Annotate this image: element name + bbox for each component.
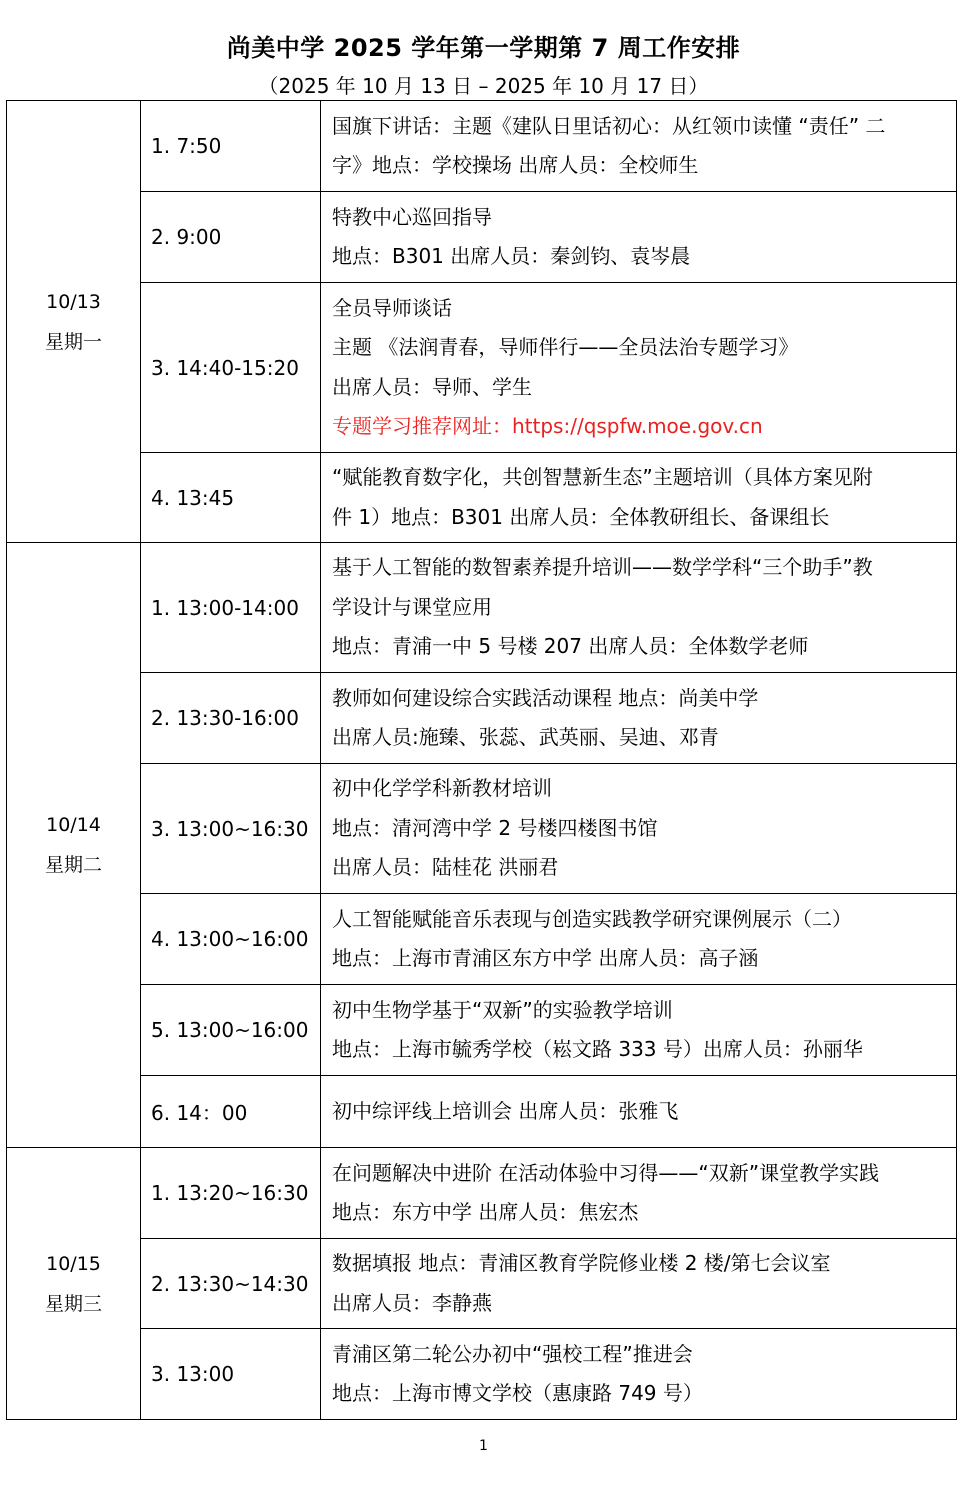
item-time: 2. 9:00 — [141, 192, 321, 283]
description-line: 地点：上海市青浦区东方中学 出席人员：高子涵 — [332, 946, 759, 970]
description-line: 基于人工智能的数智素养提升培训——数学学科“三个助手”教 — [332, 555, 873, 580]
day-date: 10/14 — [46, 814, 101, 836]
item-time: 6. 14：00 — [141, 1076, 321, 1148]
item-description — [321, 283, 957, 453]
recommended-website-link[interactable]: 专题学习推荐网址：https://qspfw.moe.gov.cn — [332, 414, 763, 438]
description-line: 初中综评线上培训会 出席人员：张雅飞 — [332, 1098, 679, 1123]
description-line: 件 1）地点：B301 出席人员：全体教研组长、备课组长 — [332, 504, 830, 529]
day-cell-wednesday — [7, 1148, 141, 1420]
description-line: 初中生物学基于“双新”的实验教学培训 — [332, 997, 673, 1022]
description-line: 教师如何建设综合实践活动课程 地点：尚美中学 — [332, 685, 759, 710]
description-line: 出席人员：陆桂花 洪丽君 — [332, 855, 559, 880]
schedule-row — [7, 192, 957, 283]
schedule-row — [7, 1148, 957, 1239]
item-time: 3. 13:00 — [141, 1329, 321, 1420]
item-time: 3. 14:40-15:20 — [141, 283, 321, 453]
item-time: 1. 13:00-14:00 — [141, 543, 321, 673]
schedule-row — [7, 764, 957, 894]
item-description — [321, 543, 957, 673]
day-cell-monday — [7, 101, 141, 543]
item-time: 2. 13:30-16:00 — [141, 673, 321, 764]
day-weekday: 星期二 — [44, 854, 102, 876]
schedule-row — [7, 101, 957, 192]
item-time: 2. 13:30~14:30 — [141, 1239, 321, 1329]
description-line: 学设计与课堂应用 — [332, 594, 492, 619]
day-date: 10/13 — [46, 290, 101, 313]
description-line: 字》地点：学校操场 出席人员：全校师生 — [332, 153, 699, 177]
description-line: 特教中心巡回指导 — [332, 204, 492, 229]
description-line: 数据填报 地点：青浦区教育学院修业楼 2 楼/第七会议室 — [332, 1251, 831, 1275]
day-cell-tuesday — [7, 543, 141, 1148]
schedule-table — [6, 100, 957, 1420]
schedule-row — [7, 283, 957, 453]
description-line: 青浦区第二轮公办初中“强校工程”推进会 — [332, 1341, 693, 1366]
description-line: 在问题解决中进阶 在活动体验中习得——“双新”课堂教学实践 — [332, 1160, 880, 1185]
description-line: 国旗下讲话：主题《建队日里话初心：从红领巾读懂 “责任” 二 — [332, 113, 886, 138]
description-line: 主题 《法润青春，导师伴行——全员法治专题学习》 — [332, 335, 799, 359]
day-date: 10/15 — [46, 1252, 101, 1275]
item-description — [321, 192, 957, 283]
schedule-row — [7, 543, 957, 673]
schedule-row — [7, 453, 957, 543]
schedule-row — [7, 894, 957, 985]
item-description — [321, 764, 957, 894]
page-number: 1 — [479, 1438, 488, 1454]
day-weekday: 星期三 — [44, 1292, 102, 1315]
item-description — [321, 1329, 957, 1420]
item-time: 5. 13:00~16:00 — [141, 985, 321, 1076]
description-line: 人工智能赋能音乐表现与创造实践教学研究课例展示（二） — [332, 906, 852, 931]
description-line: 全员导师谈话 — [332, 295, 452, 320]
description-line: 出席人员：李静燕 — [332, 1290, 492, 1315]
item-description — [321, 453, 957, 543]
description-line: 地点：青浦一中 5 号楼 207 出席人员：全体数学老师 — [332, 634, 809, 659]
description-line: “赋能教育数字化，共创智慧新生态”主题培训（具体方案见附 — [332, 465, 873, 489]
description-line: 地点：东方中学 出席人员：焦宏杰 — [332, 1200, 639, 1224]
item-time: 3. 13:00~16:30 — [141, 764, 321, 894]
description-line: 地点：上海市博文学校（惠康路 749 号） — [332, 1381, 703, 1405]
schedule-row — [7, 1239, 957, 1329]
item-time: 1. 7:50 — [141, 101, 321, 192]
document-date-range: （2025 年 10 月 13 日 – 2025 年 10 月 17 日） — [258, 74, 709, 98]
schedule-row — [7, 1076, 957, 1148]
item-description — [321, 1076, 957, 1148]
item-description — [321, 1239, 957, 1329]
description-line: 地点：上海市毓秀学校（崧文路 333 号）出席人员：孙丽华 — [332, 1037, 863, 1061]
schedule-row — [7, 673, 957, 764]
description-line: 地点：清河湾中学 2 号楼四楼图书馆 — [332, 815, 658, 840]
item-description — [321, 894, 957, 985]
schedule-row — [7, 985, 957, 1076]
item-time: 1. 13:20~16:30 — [141, 1148, 321, 1239]
description-line: 地点：B301 出席人员：秦剑钧、袁岑晨 — [332, 244, 691, 268]
item-description — [321, 985, 957, 1076]
item-description — [321, 673, 957, 764]
item-description — [321, 101, 957, 192]
schedule-row — [7, 1329, 957, 1420]
description-line: 出席人员：导师、学生 — [332, 374, 532, 399]
description-line: 初中化学学科新教材培训 — [332, 776, 552, 801]
item-description — [321, 1148, 957, 1239]
day-weekday: 星期一 — [44, 330, 102, 353]
document-title: 尚美中学 2025 学年第一学期第 7 周工作安排 — [226, 34, 741, 62]
description-line: 出席人员:施臻、张蕊、武英丽、吴迪、邓青 — [332, 725, 719, 749]
item-time: 4. 13:00~16:00 — [141, 894, 321, 985]
item-time: 4. 13:45 — [141, 453, 321, 543]
